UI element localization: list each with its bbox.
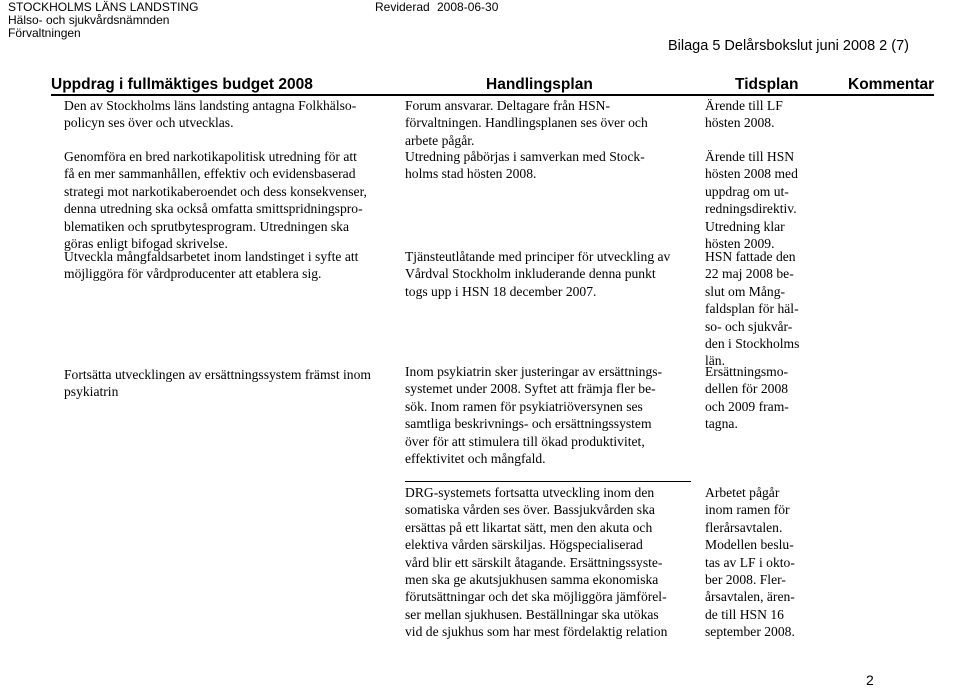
handlingsplan-tjansteutlatande: Tjänsteutlåtande med principer för utveckling av Vårdval Stockholm inkluderande denna punkt togs upp i HSN 18 december 2007. — [405, 249, 671, 299]
committee-name: Hälso- och sjukvårdsnämnden — [8, 13, 170, 27]
handlingsplan-drg: DRG-systemets fortsatta utveckling inom den somatiska vården ses över. Bassjukvården ska ersättas på ett likartat sätt, men den akuta och elektiva vården särskiljas. Högspecialiserad vård blir ett särskilt åtagande. Ersättningssyste- men ska ge akutsjukhusen samma ekonomiska förutsättningar och det ska möjliggöra jämförel- ser mellan sjukhusen. Beställningar ska utökas vid de sjukhus som har mest fördelaktig relation — [405, 485, 668, 640]
handlingsplan-utredning: Utredning påbörjas i samverkan med Stock- holms stad hösten 2008. — [405, 149, 645, 182]
column-header-handlingsplan: Handlingsplan — [486, 76, 593, 93]
tidsplan-ersattningsmodell: Ersättningsmo- dellen för 2008 och 2009 fram- tagna. — [705, 364, 789, 432]
page-number: 2 — [866, 672, 874, 688]
uppdrag-mangfaldsarbete: Utveckla mångfaldsarbetet inom landstinget i syfte att möjliggöra för vårdproducenter att etablera sig. — [64, 249, 359, 282]
uppdrag-narkotikautredning: Genomföra en bred narkotikapolitisk utredning för att få en mer sammanhållen, effektiv och evidensbaserad strategi mot narkotikaberoendet och dess konsekvenser, denna utredning ska också omfatta smittspridningspro- blematiken och sprutbytesprogram. Utredningen ska göras enligt bifogad skrivelse. — [64, 149, 367, 252]
uppdrag-folkhalsopolicy: Den av Stockholms läns landsting antagna Folkhälso- policyn ses över och utvecklas. — [64, 98, 357, 131]
tidsplan-mangfaldsplan: HSN fattade den 22 maj 2008 be- slut om Mång- faldsplan för häl- so- och sjukvår- den i Stockholms län. — [705, 249, 800, 369]
revised-label: Reviderad — [375, 0, 430, 14]
org-name: STOCKHOLMS LÄNS LANDSTING — [8, 0, 199, 14]
tidsplan-hsn-2008: Ärende till HSN hösten 2008 med uppdrag om ut- redningsdirektiv. Utredning klar hösten 2009. — [705, 149, 798, 252]
column-header-kommentar: Kommentar — [848, 76, 935, 93]
document-title: Bilaga 5 Delårsbokslut juni 2008 2 (7) — [668, 38, 909, 54]
handlingsplan-psykiatri: Inom psykiatrin sker justeringar av ersättnings- systemet under 2008. Syftet att främja fler be- sök. Inom ramen för psykiatriöversynen ses samtliga beskrivnings- och ersättningssystem över för att stimulera till ökad produktivitet, effektivitet och mångfald. — [405, 364, 663, 467]
column-header-tidsplan: Tidsplan — [735, 76, 799, 93]
header-rule — [51, 94, 934, 96]
uppdrag-ersattningssystem: Fortsätta utvecklingen av ersättningssystem främst inom psykiatrin — [64, 367, 371, 400]
department-name: Förvaltningen — [8, 26, 81, 40]
column-header-uppdrag: Uppdrag i fullmäktiges budget 2008 — [51, 76, 313, 93]
handlingsplan-forum: Forum ansvarar. Deltagare från HSN- förvaltningen. Handlingsplanen ses över och arbete pågår. — [405, 98, 648, 148]
separator-line — [405, 481, 691, 482]
revised-date: 2008-06-30 — [437, 0, 499, 14]
tidsplan-flerarsavtal: Arbetet pågår inom ramen för flerårsavtalen. Modellen beslu- tas av LF i okto- ber 2008. Fler- årsavtalen, ären- de till HSN 16 september 2008. — [705, 485, 795, 640]
tidsplan-lf-2008: Ärende till LF hösten 2008. — [705, 98, 783, 131]
